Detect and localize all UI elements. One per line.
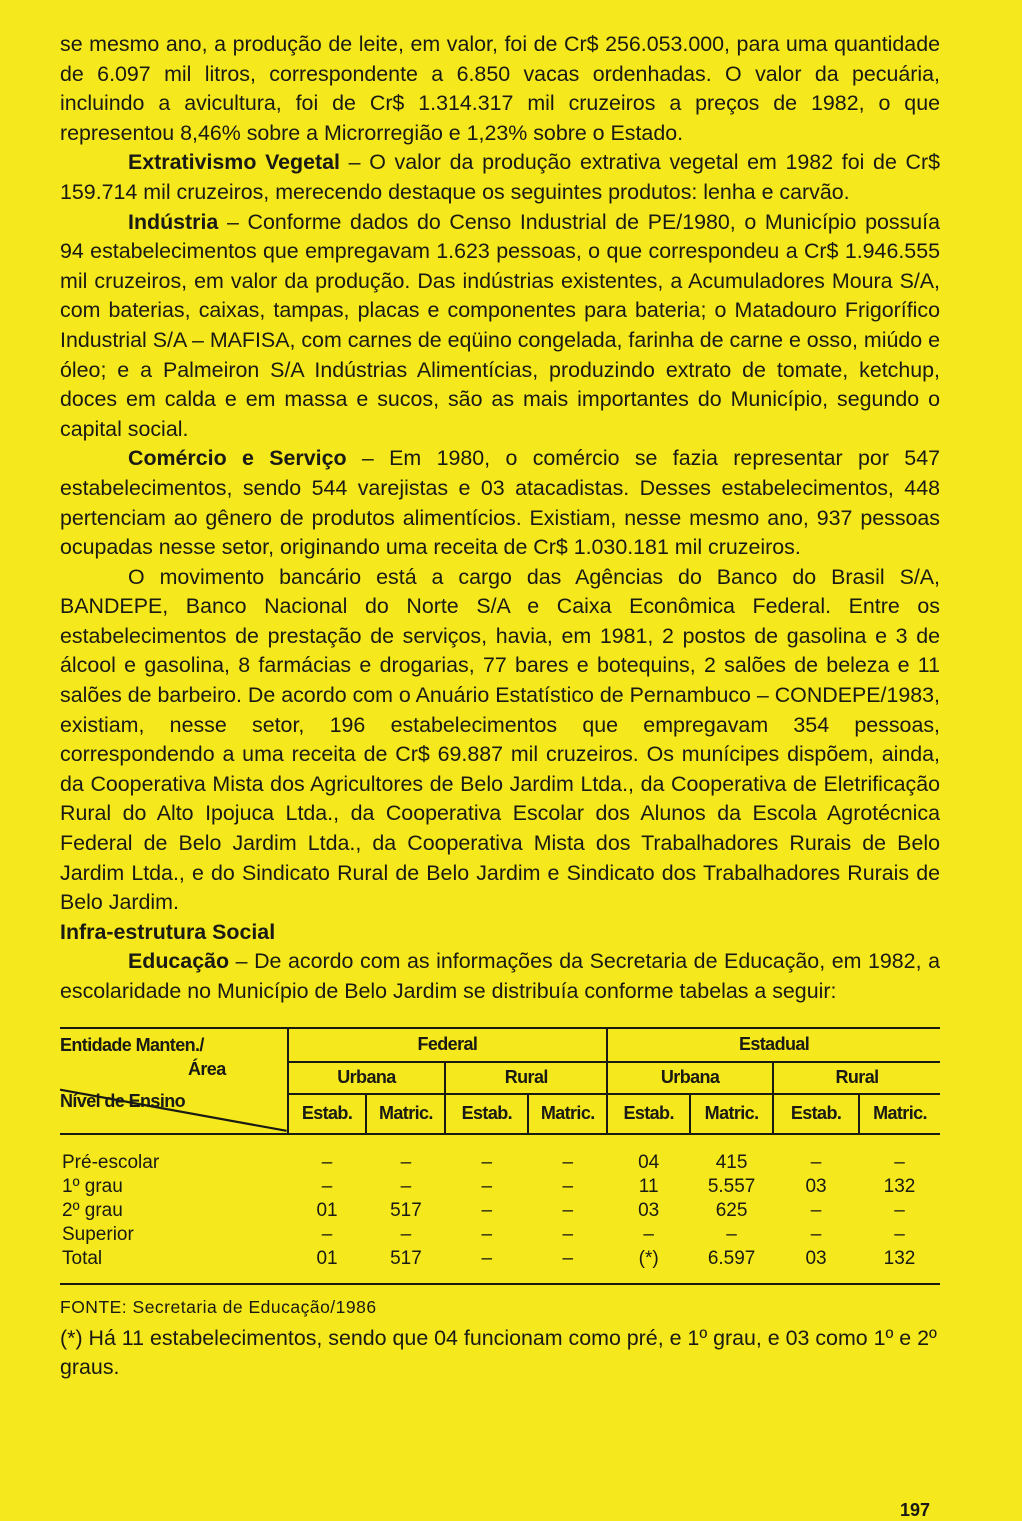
area-header-estadual-rural: Rural <box>773 1062 940 1094</box>
paragraph-comercio <box>60 444 940 562</box>
row-label: 1º grau <box>62 1175 123 1197</box>
table-cell: – <box>321 1223 333 1245</box>
page-number: 197 <box>900 1500 931 1520</box>
col-header-matric: Matric. <box>366 1094 445 1134</box>
table-cell: – <box>481 1175 493 1197</box>
col-header-estab: Estab. <box>607 1094 690 1134</box>
table-cell: – <box>810 1223 822 1245</box>
table-cell: 04 <box>638 1151 660 1173</box>
table-row <box>60 1223 940 1247</box>
col-header-matric: Matric. <box>873 1103 927 1124</box>
table-cell: 01 <box>316 1247 338 1269</box>
paragraph-extrativismo-text: – O valor da produção extrativa vegetal em 1982 foi de Cr$ 159.714 mil cruzeiros, merecendo destaque os seguintes produtos: lenha e carvão. <box>60 150 940 204</box>
table-cell: 01 <box>316 1199 338 1221</box>
table-cell: – <box>400 1223 412 1245</box>
row-label: Superior <box>62 1223 134 1245</box>
table-cell: – <box>321 1151 333 1173</box>
table-cell: 11 <box>638 1175 659 1197</box>
table-cell: 625 <box>715 1199 748 1221</box>
table-source: FONTE: Secretaria de Educação/1986 <box>60 1296 377 1317</box>
table-cell: 517 <box>390 1199 422 1221</box>
group-header-federal: Federal <box>288 1028 608 1062</box>
paragraph-pecuaria: se mesmo ano, a produção de leite, em valor, foi de Cr$ 256.053.000, para uma quantidade de 6.097 mil litros, correspondente a 6.850 vacas ordenhadas. O valor da pecuária, incluindo a avicultura, foi de Cr$ 1.314.317 mil cruzeiros a preços de 1982, o que representou 8,46% sobre a Microrregião e 1,23% sobre o Estado. <box>60 32 940 145</box>
col-header-estab: Estab. <box>445 1094 528 1134</box>
col-header-matric: Matric. <box>528 1094 607 1134</box>
row-label: 2º grau <box>62 1199 123 1221</box>
paragraph-educacao-text: – De acordo com as informações da Secretaria de Educação, em 1982, a escolaridade no Município de Belo Jardim se distribuía conforme tabelas a seguir: <box>60 949 940 1003</box>
row-label: Pré-escolar <box>62 1151 160 1173</box>
education-table <box>60 1027 940 1285</box>
section-lead-educacao: Educação <box>128 949 230 974</box>
table-cell: – <box>481 1199 493 1221</box>
table-footnote: (*) Há 11 estabelecimentos, sendo que 04 funcionam como pré, e 1º grau, e 03 como 1º e 2º graus. <box>60 1325 937 1380</box>
paragraph-comercio-text: – Em 1980, o comércio se fazia representar por 547 estabelecimentos, sendo 544 varejistas e 03 atacadistas. Desses estabelecimentos, 448 pertenciam ao gênero de produtos alimentícios. Existiam, nesse mesmo ano, 937 pessoas ocupadas nesse setor, originando uma receita de Cr$ 1.030.181 mil cruzeiros. <box>60 446 940 560</box>
table-cell: – <box>400 1151 412 1173</box>
table-row <box>60 1151 940 1175</box>
table-cell: 03 <box>638 1199 660 1221</box>
table-cell: – <box>562 1175 574 1197</box>
table-corner-header <box>60 1028 288 1134</box>
paragraph-educacao <box>60 947 940 1006</box>
table-cell: – <box>894 1223 905 1245</box>
table-cell: 132 <box>883 1247 916 1269</box>
corner-label-nivel: Nível de Ensino <box>60 1090 186 1111</box>
table-cell: 03 <box>805 1175 827 1197</box>
area-header-estadual-urbana: Urbana <box>607 1062 773 1094</box>
table-cell: – <box>810 1151 822 1173</box>
table-cell: – <box>726 1223 737 1245</box>
table-cell: – <box>481 1223 493 1245</box>
section-lead-industria: Indústria <box>128 209 219 234</box>
corner-label-entidade: Entidade Manten./ <box>60 1034 204 1055</box>
section-lead-comercio: Comércio e Serviço <box>128 446 347 471</box>
paragraph-industria-text: – Conforme dados do Censo Industrial de PE/1980, o Município possuía 94 estabelecimentos que empregavam 1.623 pessoas, o que correspondeu a Cr$ 1.946.555 mil cruzeiros, em valor da produção. Das indústrias existentes, a Acumuladores Moura S/A, com baterias, caixas, tampas, placas e componentes para bateria; o Matadouro Frigorífico Industrial S/A – MAFISA, com carnes de eqüino congelada, farinha de carne e osso, miúdo e óleo; e a Palmeiron S/A Indústrias Alimentícias, produzindo extrato de tomate, ketchup, doces em calda e em massa e sucos, são as mais importantes do Município, segundo o capital social. <box>60 209 940 441</box>
table-cell: – <box>321 1175 333 1197</box>
table-cell: – <box>481 1151 493 1173</box>
table-cell: 132 <box>883 1175 916 1197</box>
table-cell: 03 <box>805 1247 827 1269</box>
table-cell: – <box>894 1199 905 1221</box>
group-header-estadual: Estadual <box>607 1028 940 1062</box>
table-cell: – <box>562 1247 574 1269</box>
table-cell: (*) <box>638 1247 659 1269</box>
table-cell: 5.557 <box>707 1175 756 1197</box>
table-cell: – <box>481 1247 493 1269</box>
document-page <box>60 30 940 1383</box>
area-header-federal-rural: Rural <box>445 1062 607 1094</box>
col-header-matric: Matric. <box>690 1094 773 1134</box>
section-heading-infraestrutura: Infra-estrutura Social <box>60 919 276 944</box>
table-row <box>60 1175 940 1199</box>
table-cell: – <box>643 1223 654 1245</box>
row-label: Total <box>62 1247 103 1269</box>
col-header-estab: Estab. <box>288 1094 367 1134</box>
corner-label-area: Área <box>188 1058 226 1079</box>
section-lead-extrativismo: Extrativismo Vegetal <box>128 150 340 175</box>
paragraph-bancario: O movimento bancário está a cargo das Agências do Banco do Brasil S/A, BANDEPE, Banco Nacional do Norte S/A e Caixa Econômica Federal. Entre os estabelecimentos de prestação de serviços, havia, em 1981, 2 postos de gasolina e 3 de álcool e gasolina, 8 farmácias e drogarias, 77 bares e botequins, 2 salões de beleza e 11 salões de barbeiro. De acordo com o Anuário Estatístico de Pernambuco – CONDEPE/1983, existiam, nesse setor, 196 estabelecimentos que empregavam 354 pessoas, correspondendo a uma receita de Cr$ 69.887 mil cruzeiros. Os munícipes dispõem, ainda, da Cooperativa Mista dos Agricultores de Belo Jardim Ltda., da Cooperativa de Eletrificação Rural do Alto Ipojuca Ltda., da Cooperativa Escolar dos Alunos da Escola Agrotécnica Federal de Belo Jardim Ltda., da Cooperativa Mista dos Trabalhadores Rurais de Belo Jardim Ltda., e do Sindicato Rural de Belo Jardim e Sindicato dos Trabalhadores Rurais de Belo Jardim. <box>60 564 940 915</box>
table-row <box>60 1199 940 1223</box>
paragraph-extrativismo <box>60 148 940 207</box>
table-cell: – <box>810 1199 822 1221</box>
table-cell: – <box>894 1151 905 1173</box>
table-cell: – <box>562 1223 574 1245</box>
table-cell: 415 <box>715 1151 748 1173</box>
paragraph-industria <box>60 208 940 445</box>
table-cell: – <box>562 1199 574 1221</box>
area-header-federal-urbana: Urbana <box>288 1062 446 1094</box>
col-header-estab: Estab. <box>773 1094 859 1134</box>
table-cell: – <box>562 1151 574 1173</box>
table-cell: 6.597 <box>707 1247 756 1269</box>
table-cell: – <box>400 1175 412 1197</box>
table-row-total <box>60 1247 940 1271</box>
table-cell: 517 <box>390 1247 422 1269</box>
